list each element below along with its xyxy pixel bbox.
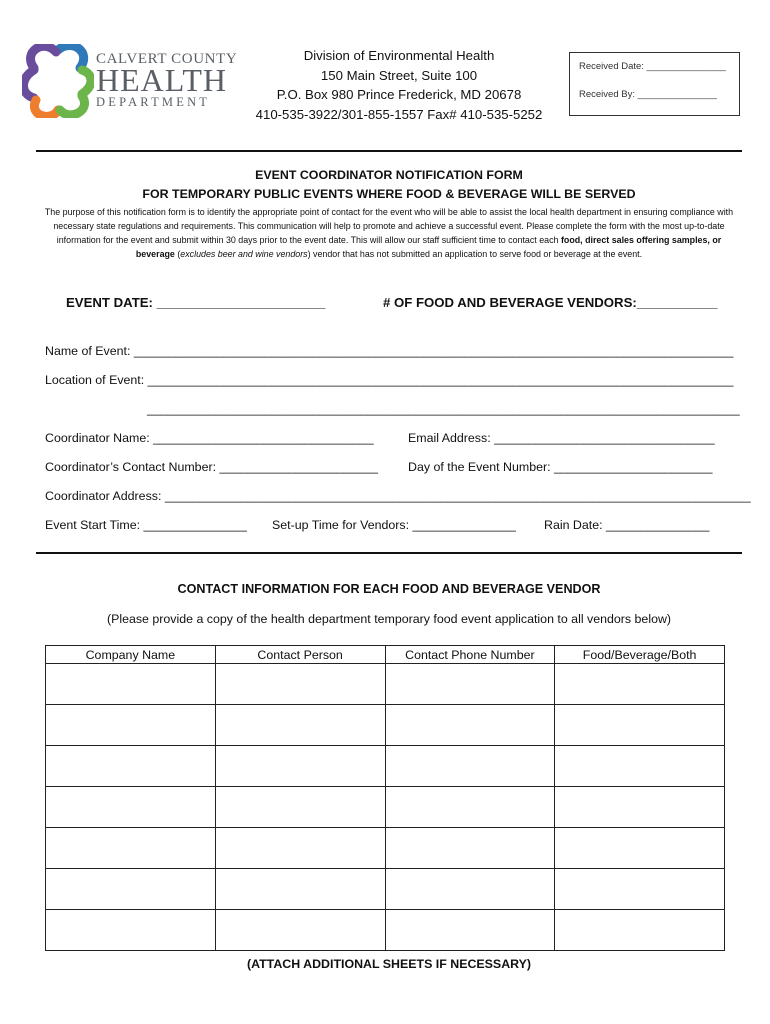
table-row (46, 787, 725, 828)
coordinator-address-field[interactable]: Coordinator Address: _____________________________________________________________________________________ (45, 489, 751, 503)
contact-person-cell[interactable] (215, 787, 385, 828)
contact-person-cell[interactable] (215, 828, 385, 869)
table-row (46, 664, 725, 705)
logo-county-text: CALVERT COUNTY (96, 51, 238, 67)
vendor-count-field[interactable]: # OF FOOD AND BEVERAGE VENDORS:___________ (383, 295, 718, 310)
agency-phone-fax: 410-535-3922/301-855-1557 Fax# 410-535-5252 (255, 106, 543, 122)
vendor-section-title: CONTACT INFORMATION FOR EACH FOOD AND BEVERAGE VENDOR (177, 582, 601, 596)
table-row (46, 705, 725, 746)
table-row (46, 869, 725, 910)
event-start-time-field[interactable]: Event Start Time: _______________ (45, 518, 247, 532)
intro-paragraph (40, 205, 738, 261)
phone-cell[interactable] (385, 910, 555, 951)
attach-sheets-note: (ATTACH ADDITIONAL SHEETS IF NECESSARY) (246, 957, 532, 971)
column-header-phone: Contact Phone Number (385, 646, 555, 664)
email-address-field[interactable]: Email Address: ________________________________ (408, 431, 715, 445)
food-beverage-cell[interactable] (555, 828, 725, 869)
phone-cell[interactable] (385, 828, 555, 869)
agency-po-box: P.O. Box 980 Prince Frederick, MD 20678 (276, 87, 522, 102)
company-cell[interactable] (46, 869, 216, 910)
health-department-logo (22, 44, 238, 118)
vendor-setup-time-field[interactable]: Set-up Time for Vendors: _______________ (272, 518, 516, 532)
company-cell[interactable] (46, 664, 216, 705)
contact-person-cell[interactable] (215, 664, 385, 705)
intro-text-3: ) vendor that has not submitted an application to serve food or beverage at the event. (307, 249, 643, 259)
vendor-contact-table (45, 645, 725, 951)
received-by-field[interactable]: Received By: _______________ (579, 89, 717, 100)
food-beverage-cell[interactable] (555, 705, 725, 746)
coordinator-contact-number-field[interactable]: Coordinator’s Contact Number: _______________________ (45, 460, 378, 474)
office-use-box (569, 52, 740, 116)
table-row (46, 828, 725, 869)
intro-exclusion: excludes beer and wine vendors (180, 249, 308, 259)
intro-vendor-types: food, direct sales offering samples, or beverage (135, 235, 722, 259)
logo-department-text: DEPARTMENT (96, 95, 211, 109)
column-header-food-beverage: Food/Beverage/Both (555, 646, 725, 664)
clover-logo-icon (22, 44, 94, 118)
contact-person-cell[interactable] (215, 869, 385, 910)
phone-cell[interactable] (385, 746, 555, 787)
coordinator-name-field[interactable]: Coordinator Name: ________________________________ (45, 431, 374, 445)
company-cell[interactable] (46, 910, 216, 951)
event-location-line-2[interactable]: ______________________________________________________________________________________ (147, 402, 740, 416)
event-name-field[interactable]: Name of Event: _______________________________________________________________________________________ (45, 344, 734, 358)
received-date-field[interactable]: Received Date: _______________ (579, 61, 726, 72)
food-beverage-cell[interactable] (555, 910, 725, 951)
table-row (46, 746, 725, 787)
section-divider (36, 552, 742, 554)
contact-person-cell[interactable] (215, 910, 385, 951)
food-beverage-cell[interactable] (555, 787, 725, 828)
agency-division: Division of Environmental Health (303, 48, 495, 63)
form-title: EVENT COORDINATOR NOTIFICATION FORM (255, 168, 523, 182)
company-cell[interactable] (46, 705, 216, 746)
vendor-instruction: (Please provide a copy of the health department temporary food event application to all vendors below) (106, 612, 672, 626)
agency-address-block (240, 46, 558, 124)
header-divider (36, 150, 742, 152)
logo-health-text: HEALTH (96, 62, 228, 98)
food-beverage-cell[interactable] (555, 869, 725, 910)
column-header-contact-person: Contact Person (215, 646, 385, 664)
phone-cell[interactable] (385, 705, 555, 746)
food-beverage-cell[interactable] (555, 746, 725, 787)
intro-text-1: The purpose of this notification form is to identify the appropriate point of contact for the event who will be able to assist the local health department in ensuring compliance with necessary state regulations and requirements. This communication will help to promote and achieve a successful event. Please complete the form with the most up-to-date information for the event and submit within 30 days prior to the event date. This will allow our staff sufficient time to contact each (44, 207, 734, 245)
event-date-field[interactable]: EVENT DATE: _______________________ (66, 295, 326, 310)
agency-street: 150 Main Street, Suite 100 (320, 67, 478, 83)
company-cell[interactable] (46, 746, 216, 787)
phone-cell[interactable] (385, 869, 555, 910)
contact-person-cell[interactable] (215, 746, 385, 787)
table-header-row (46, 646, 725, 664)
phone-cell[interactable] (385, 787, 555, 828)
table-row (46, 910, 725, 951)
day-of-event-number-field[interactable]: Day of the Event Number: _______________________ (408, 460, 713, 474)
phone-cell[interactable] (385, 664, 555, 705)
food-beverage-cell[interactable] (555, 664, 725, 705)
contact-person-cell[interactable] (215, 705, 385, 746)
event-location-field[interactable]: Location of Event: _____________________________________________________________________________________ (45, 373, 734, 387)
intro-text-2: ( (174, 249, 181, 259)
rain-date-field[interactable]: Rain Date: _______________ (544, 518, 710, 532)
column-header-company: Company Name (46, 646, 216, 664)
vendor-table-body (46, 664, 725, 951)
company-cell[interactable] (46, 787, 216, 828)
company-cell[interactable] (46, 828, 216, 869)
form-subtitle: FOR TEMPORARY PUBLIC EVENTS WHERE FOOD & BEVERAGE WILL BE SERVED (142, 187, 636, 201)
